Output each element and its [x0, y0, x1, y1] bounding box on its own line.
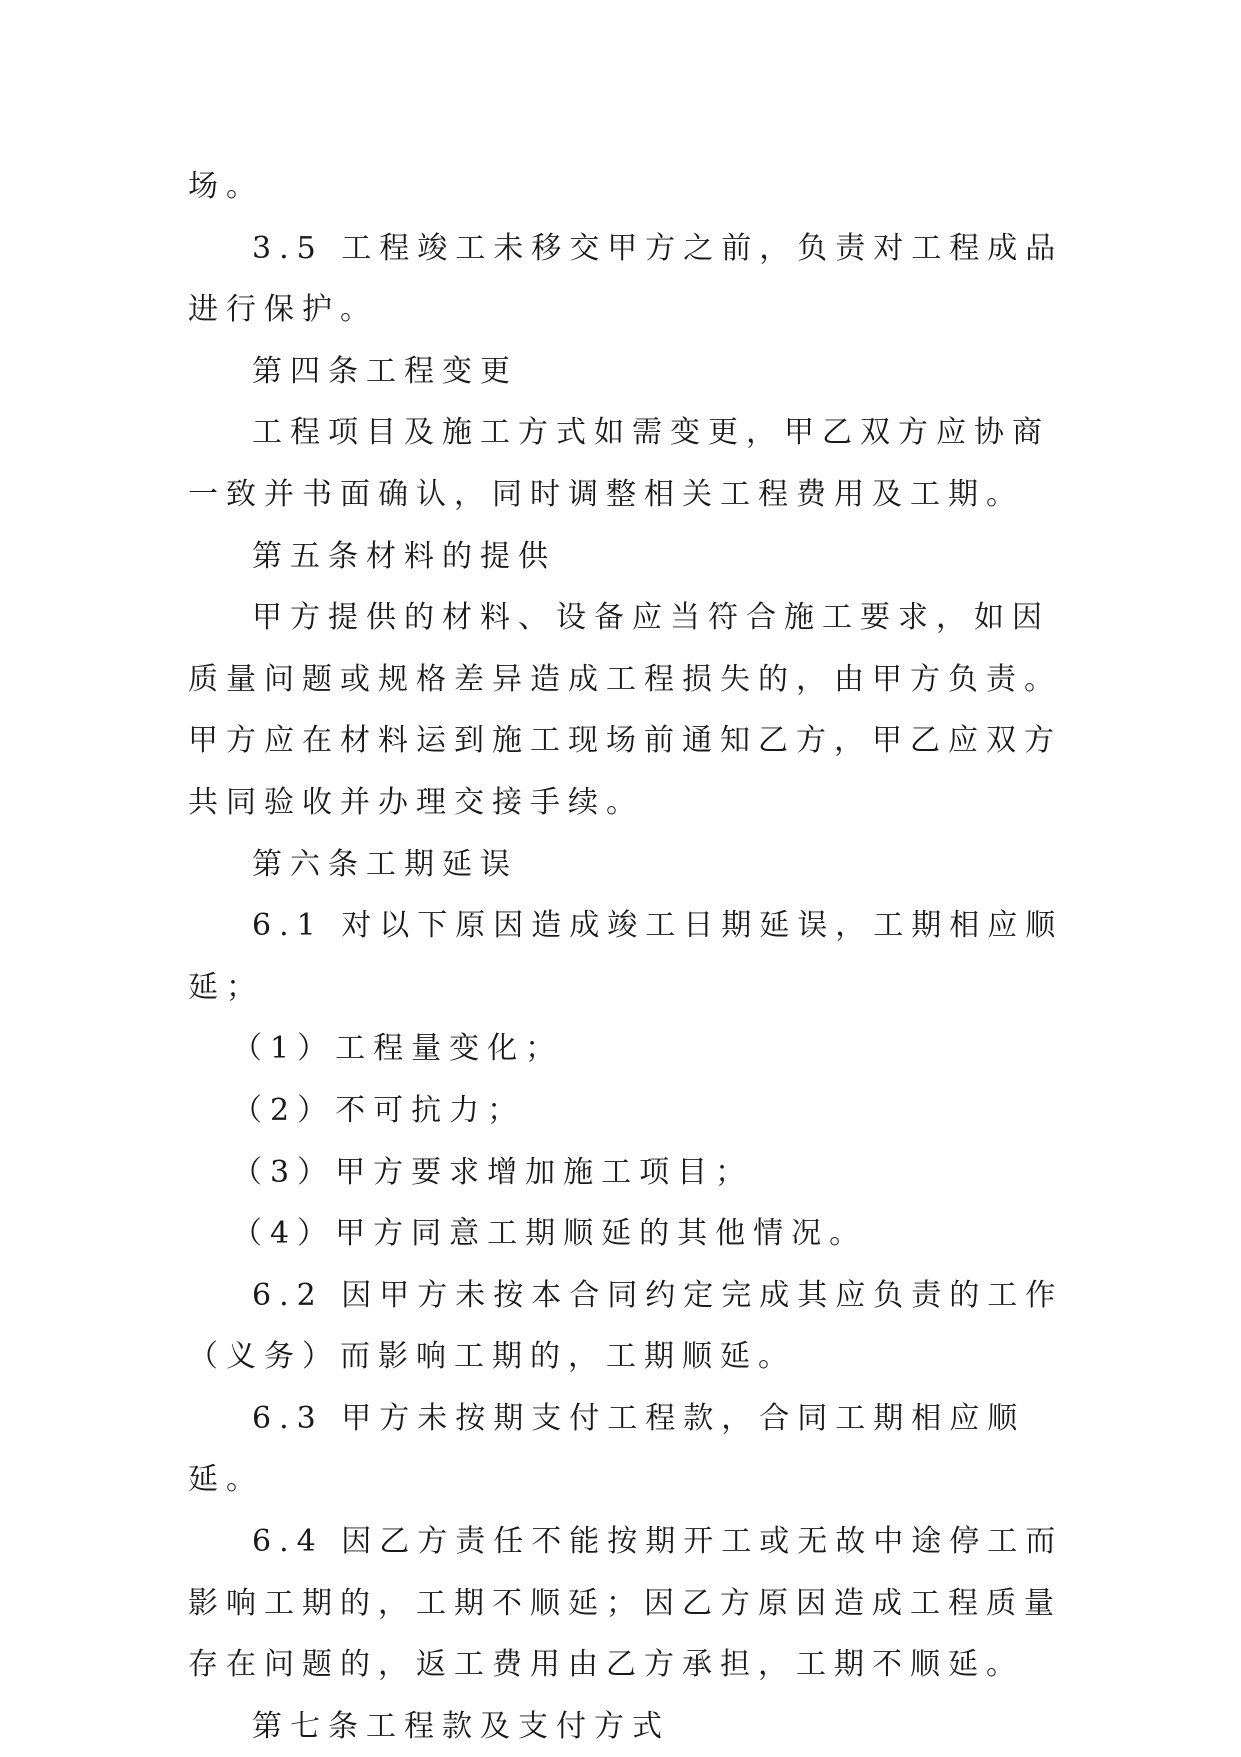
paragraph-6-1: 6.1 对以下原因造成竣工日期延误，工期相应顺延；	[188, 908, 1064, 1005]
heading-article-7: 第七条工程款及支付方式	[252, 1708, 670, 1744]
paragraph-continued: 场。	[188, 169, 264, 204]
list-item-3: （3）甲方要求增加施工项目；	[232, 1154, 754, 1190]
heading-article-4: 第四条工程变更	[252, 353, 518, 389]
document-body	[188, 156, 1068, 1757]
paragraph-article-5: 甲方提供的材料、设备应当符合施工要求，如因质量问题或规格差异造成工程损失的，由甲方负责。甲方应在材料运到施工现场前通知乙方，甲乙应双方共同验收并办理交接手续。	[188, 600, 1062, 820]
heading-article-5: 第五条材料的提供	[252, 538, 556, 574]
list-item-1: （1）工程量变化；	[232, 1031, 564, 1067]
list-item-2: （2）不可抗力；	[232, 1092, 526, 1128]
paragraph-3-5: 3.5 工程竣工未移交甲方之前，负责对工程成品进行保护。	[188, 230, 1064, 328]
list-item-4: （4）甲方同意工期顺延的其他情况。	[232, 1216, 868, 1252]
paragraph-6-3: 6.3 甲方未按期支付工程款，合同工期相应顺延。	[188, 1400, 1026, 1498]
heading-article-6: 第六条工期延误	[252, 846, 518, 882]
paragraph-6-2: 6.2 因甲方未按本合同约定完成其应负责的工作（义务）而影响工期的，工期顺延。	[188, 1277, 1064, 1375]
paragraph-article-4: 工程项目及施工方式如需变更，甲乙双方应协商一致并书面确认，同时调整相关工程费用及工期。	[188, 415, 1050, 512]
paragraph-6-4: 6.4 因乙方责任不能按期开工或无故中途停工而影响工期的，工期不顺延；因乙方原因造成工程质量存在问题的，返工费用由乙方承担，工期不顺延。	[188, 1524, 1064, 1683]
